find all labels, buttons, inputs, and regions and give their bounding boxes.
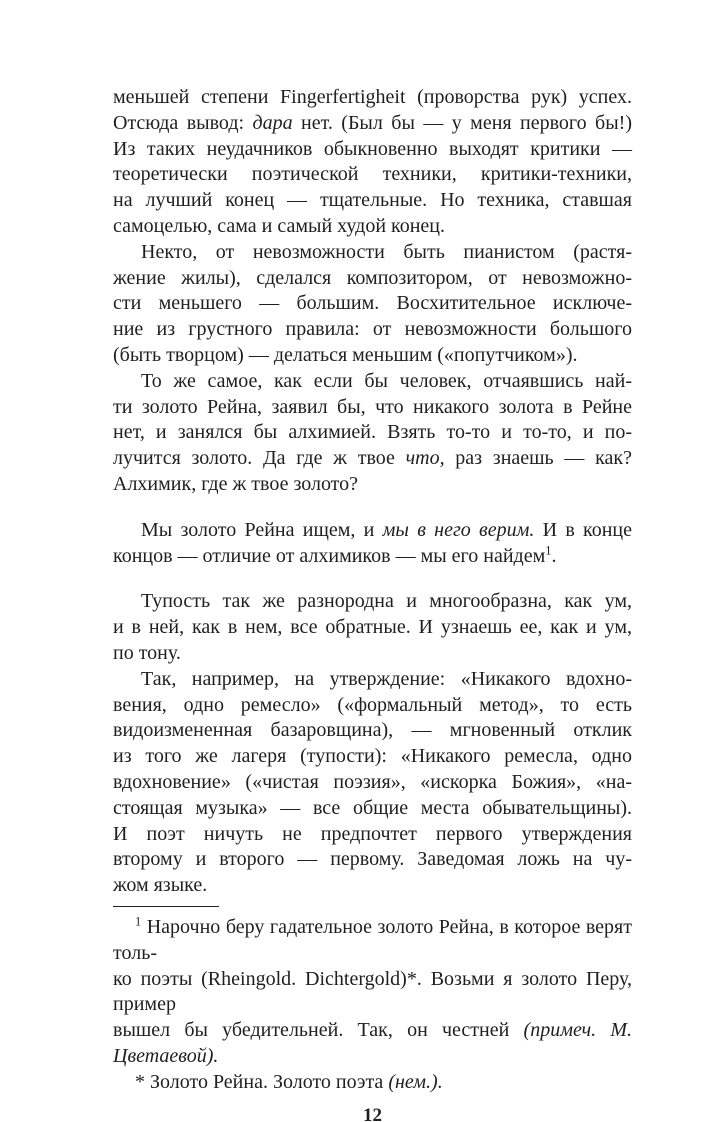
footnote-block <box>113 915 632 1096</box>
text-line <box>113 420 632 446</box>
text-segment: жение жилы), сделался композитором, от невозможно- <box>113 266 632 289</box>
text-segment: мы в него верим. <box>382 518 535 541</box>
paragraph <box>113 369 632 498</box>
text-segment: концов — отличие от алхимиков — мы его найдем <box>113 544 546 567</box>
text-segment: из того же лагеря (тупости): «Никакого ремесла, одно <box>113 745 632 768</box>
text-line <box>113 1070 632 1096</box>
text-segment: Некто, от невозможности быть пианистом (растя- <box>141 240 632 263</box>
text-line <box>113 770 632 796</box>
text-segment: Отсюда вывод: <box>113 111 253 134</box>
text-segment: Из таких неудачников обыкновенно выходят критики — <box>113 137 632 160</box>
text-line <box>113 395 632 421</box>
text-segment: дара <box>252 111 293 134</box>
text-segment: вышел бы убедительней. Так, он честней <box>113 1019 524 1042</box>
text-segment: сти меньшего — большим. Восхитительное исключе- <box>113 292 632 315</box>
text-segment: и в ней, как в нем, все обратные. И узнаешь ее, как и ум, <box>113 616 632 639</box>
text-line <box>113 967 632 1019</box>
text-line <box>113 915 632 967</box>
text-line <box>113 137 632 163</box>
text-line <box>113 343 632 369</box>
text-segment: Тупость так же разнородна и многообразна, как ум, <box>141 590 632 613</box>
text-line <box>113 718 632 744</box>
text-segment: (примеч. М. Цветаевой). <box>113 1019 632 1067</box>
footnote-reference: 1 <box>135 914 142 929</box>
text-segment: (быть творцом) — делаться меньшим («попутчиком»). <box>113 343 578 366</box>
text-line <box>113 589 632 615</box>
paragraph <box>113 589 632 666</box>
text-segment: Мы золото Рейна ищем, и <box>141 518 383 541</box>
text-segment: ко поэты (Rheingold. Dichtergold)*. Возьми я золото Перу, пример <box>113 967 632 1016</box>
text-segment: нет. (Был бы — у меня первого бы!) <box>292 111 632 134</box>
text-line <box>113 693 632 719</box>
paragraph <box>113 85 632 240</box>
paragraph <box>113 240 632 369</box>
text-line <box>113 162 632 188</box>
text-line <box>113 544 632 570</box>
text-line <box>113 240 632 266</box>
text-line <box>113 472 632 498</box>
text-segment: по тону. <box>113 641 181 664</box>
text-line <box>113 822 632 848</box>
text-segment: лучится золото. Да где ж твое <box>113 447 406 470</box>
text-segment: ти золото Рейна, заявил бы, что никакого золота в Рейне <box>113 395 632 418</box>
text-line <box>113 111 632 137</box>
text-segment: видоизмененная базаровщина), — мгновенный отклик <box>113 719 632 742</box>
text-segment: жом языке. <box>113 874 208 897</box>
text-segment: . <box>551 544 557 567</box>
text-segment: вдохновение» («чистая поэзия», «искорка Божия», «на- <box>113 770 632 793</box>
text-line <box>113 1018 632 1070</box>
text-segment: второму и второго — первому. Заведомая ложь на чу- <box>113 848 632 871</box>
paragraph <box>113 667 632 899</box>
text-line <box>113 667 632 693</box>
text-line <box>113 291 632 317</box>
text-segment: И поэт ничуть не предпочтет первого утверждения <box>113 822 632 845</box>
text-segment: раз знаешь — как? <box>444 447 632 470</box>
text-segment: вения, одно ремесло» («формальный метод», то есть <box>113 693 632 716</box>
text-line <box>113 214 632 240</box>
text-segment: нет, и занялся бы алхимией. Взять то-то и то-то, и по- <box>113 421 632 444</box>
text-segment: (нем.). <box>388 1070 443 1093</box>
text-line <box>113 744 632 770</box>
footnote-reference: 1 <box>545 542 552 557</box>
text-segment: И в конце <box>534 518 633 541</box>
text-line <box>113 188 632 214</box>
text-segment: Алхимик, где ж твое золото? <box>113 472 359 495</box>
text-segment: Так, например, на утверждение: «Никакого вдохно- <box>141 667 632 690</box>
text-line <box>113 615 632 641</box>
text-line <box>113 796 632 822</box>
text-segment: То же самое, как если бы человек, отчаявшись най- <box>141 369 632 392</box>
paragraph <box>113 915 632 1096</box>
text-segment: меньшей степени Fingerfertigheit (проворства рук) успех. <box>113 86 632 108</box>
text-line <box>113 317 632 343</box>
text-line <box>113 641 632 667</box>
text-line <box>113 518 632 544</box>
text-line <box>113 266 632 292</box>
text-segment: на лучший конец — тщательные. Но техника, ставшая <box>113 189 632 212</box>
body-text <box>113 85 632 899</box>
text-segment: стоящая музыка» — все общие места обывательщины). <box>113 796 632 819</box>
text-segment: * Золото Рейна. Золото поэта <box>135 1070 389 1093</box>
text-segment: ние из грустного правила: от невозможности большого <box>113 318 632 341</box>
text-line <box>113 847 632 873</box>
text-line <box>113 873 632 899</box>
text-segment: теоретически поэтической техники, критики-техники, <box>113 163 632 186</box>
text-segment: Нарочно беру гадательное золото Рейна, в которое верят толь- <box>113 915 632 964</box>
text-line <box>113 85 632 111</box>
text-block <box>113 85 632 1122</box>
text-segment: самоцелью, сама и самый худой конец. <box>113 214 446 237</box>
text-line <box>113 369 632 395</box>
paragraph <box>113 518 632 570</box>
text-line <box>113 446 632 472</box>
page-number: 12 <box>363 1105 382 1122</box>
text-segment: что, <box>405 447 445 470</box>
footnote-divider <box>113 906 219 907</box>
